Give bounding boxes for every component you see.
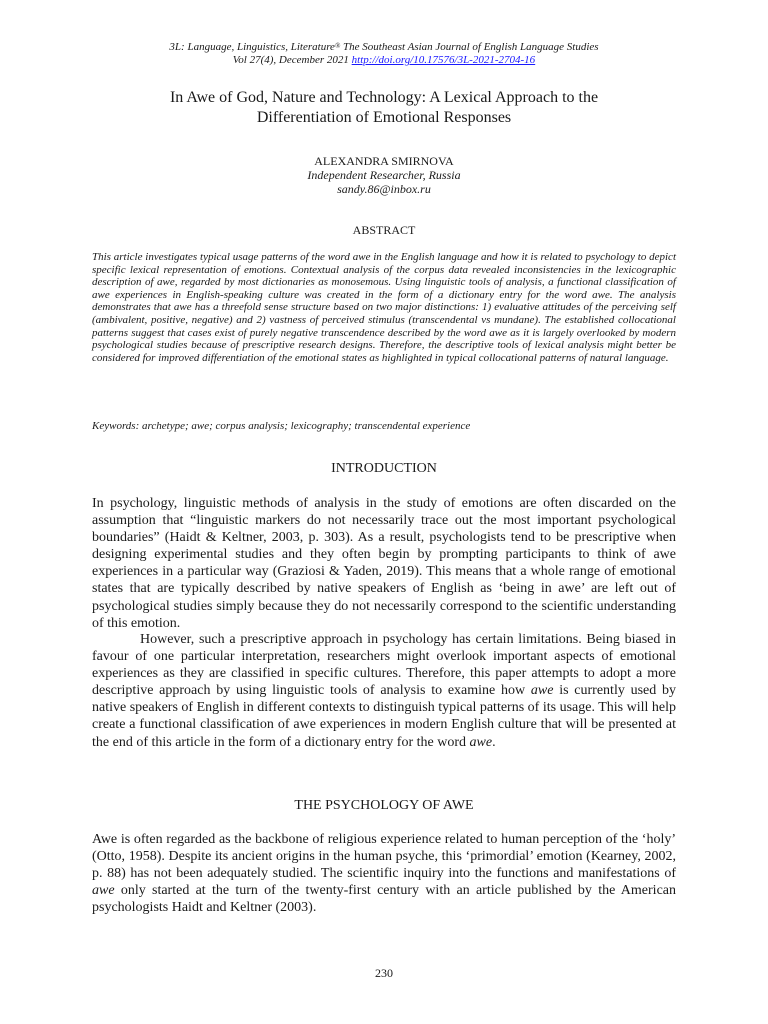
- title-line-2: Differentiation of Emotional Responses: [256, 109, 512, 126]
- paper-title: [92, 88, 676, 128]
- journal-subtitle: The Southeast Asian Journal of English Language Studies: [340, 41, 599, 53]
- abstract-heading: ABSTRACT: [352, 223, 416, 237]
- psychology-heading: THE PSYCHOLOGY OF AWE: [294, 798, 474, 813]
- intro-p2-text-b: is currently used by native speakers of English in different contexts to distinguish typical patterns of its usage. This will help create a functional classification of awe experiences in modern English culture that will be presented at the end of this article in the form of a dictionary entry for the word: [92, 683, 677, 750]
- author-affiliation: Independent Researcher, Russia: [307, 168, 461, 182]
- psych-p1-text-b: only started at the turn of the twenty-first century with an article published by the American psychologists Haidt and Keltner (2003).: [92, 883, 676, 916]
- author-email: sandy.86@inbox.ru: [337, 182, 431, 196]
- introduction-paragraph-2: [92, 631, 676, 751]
- intro-p2-text-a: However, such a prescriptive approach in psychology has certain limitations. Being biased in favour of one particular interpretation, researchers might overlook important aspects of emotional experiences as they are classified in specific cultures. Therefore, this paper attempts to adopt a more descriptive approach by using linguistic tools of analysis to examine how: [92, 632, 676, 699]
- introduction-paragraph-1: In psychology, linguistic methods of analysis in the study of emotions are often discarded on the assumption that “linguistic markers do not necessarily trace out the most important psychological boundaries” (Haidt & Keltner, 2003, p. 303). As a result, psychologists tend to be prescriptive when designing experimental studies and they often begin by prompting participants to think of awe experiences in a particular way (Graziosi & Yaden, 2019). This means that a whole range of emotional states that are typically described by native speakers of English as ‘being in awe’ are left out of psychological studies simply because they do not necessarily correspond to the scientific understanding of this emotion.: [92, 496, 676, 631]
- title-line-1: In Awe of God, Nature and Technology: A Lexical Approach to the: [169, 89, 599, 106]
- author-name: ALEXANDRA SMIRNOVA: [314, 154, 454, 168]
- intro-p2-text-c: .: [492, 734, 496, 750]
- psych-p1-text-a: Awe is often regarded as the backbone of religious experience related to human perception of the ‘holy’ (Otto, 1958). Despite its ancient origins in the human psyche, this ‘primordial’ emotion (Kearney, 2002, p. 88) has not been adequately studied. The scientific inquiry into the functions and manifestations of: [92, 832, 676, 882]
- introduction-heading: INTRODUCTION: [331, 461, 437, 476]
- psych-p1-emphasis: awe: [92, 883, 115, 899]
- psychology-paragraph-1: [92, 831, 676, 916]
- journal-volume: Vol 27(4), December 2021: [232, 54, 352, 66]
- keywords: Keywords: archetype; awe; corpus analysis; lexicography; transcendental experience: [92, 420, 471, 432]
- abstract-text: This article investigates typical usage patterns of the word awe in the English language and how it is related to psychology to depict specific lexical representation of emotions. Contextual analysis of the corpus data revealed inconsistencies in the lexicographic description of awe, regarded by most dictionaries as monosemous. Using linguistic tools of analysis, a functional classification of awe experiences in English-speaking culture was created in the form of a dictionary entry for the word awe. The analysis demonstrates that awe has a threefold sense structure based on two major distinctions: 1) evaluative attitudes of the perceiving self (ambivalent, positive, negative) and 2) vastness of perceived stimulus (transcendental vs mundane). The established collocational patterns suggest that cases exist of purely negative transcendence described by the word awe as it is largely overlooked by modern psychological studies because of prescriptive research designs. Therefore, the descriptive tools of lexical analysis might better be considered for improved differentiation of the emotional states as highlighted in typical collocational patterns of natural language.: [92, 251, 676, 364]
- registered-mark: ®: [334, 42, 341, 50]
- author-block: [92, 154, 676, 196]
- doi-link[interactable]: http://doi.org/10.17576/3L-2021-2704-16: [351, 54, 536, 66]
- journal-name: 3L: Language, Linguistics, Literature: [169, 41, 335, 53]
- page-number: 230: [375, 966, 393, 980]
- journal-header: [92, 41, 676, 67]
- intro-p2-emphasis-2: awe: [469, 734, 493, 750]
- intro-p2-emphasis-1: awe: [530, 683, 554, 699]
